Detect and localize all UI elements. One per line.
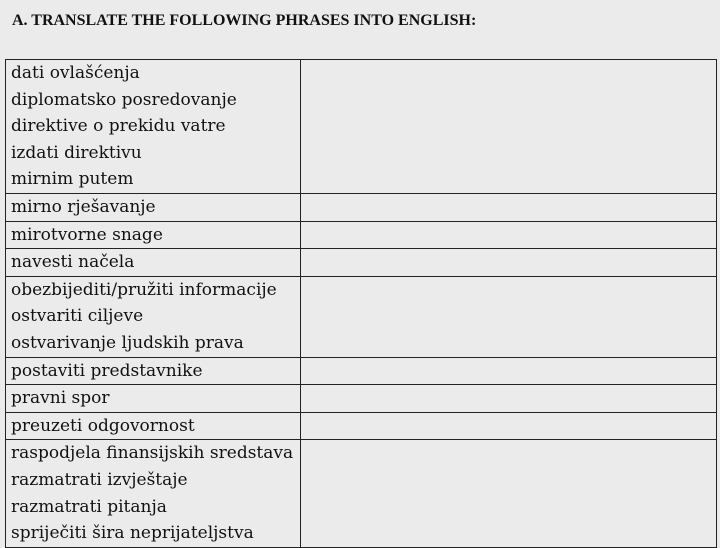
table-row	[6, 249, 717, 277]
table-row	[6, 276, 717, 357]
table-row	[6, 357, 717, 385]
answer-cell[interactable]	[301, 193, 717, 221]
answer-cell[interactable]	[301, 412, 717, 440]
answer-cell[interactable]	[301, 385, 717, 413]
phrase-text: obezbijediti/pružiti informacije	[11, 279, 277, 300]
answer-cell[interactable]	[301, 249, 717, 277]
answer-cell[interactable]	[301, 60, 717, 194]
phrase-text: razmatrati pitanja	[11, 496, 167, 517]
answer-cell[interactable]	[301, 221, 717, 249]
table-row	[6, 385, 717, 413]
phrase-cell	[6, 221, 301, 249]
phrase-cell	[6, 385, 301, 413]
phrase-text: ostvarivanje ljudskih prava	[11, 332, 244, 353]
worksheet-heading: A. TRANSLATE THE FOLLOWING PHRASES INTO ENGLISH:	[12, 12, 477, 29]
phrase-text: preuzeti odgovornost	[11, 415, 195, 436]
phrase-text: mirnim putem	[11, 169, 134, 190]
phrase-text: navesti načela	[11, 252, 135, 273]
table-row	[6, 60, 717, 194]
phrase-cell	[6, 249, 301, 277]
phrase-cell	[6, 276, 301, 357]
phrase-text: mirotvorne snage	[11, 224, 163, 245]
phrase-text: mirno rješavanje	[11, 196, 156, 217]
phrase-cell	[6, 357, 301, 385]
phrase-text: direktive o prekidu vatre	[11, 116, 226, 137]
table-row	[6, 440, 717, 547]
phrase-text: spriječiti šira neprijateljstva	[11, 523, 254, 544]
phrase-text: diplomatsko posredovanje	[11, 89, 237, 110]
phrase-cell	[6, 193, 301, 221]
table-row	[6, 221, 717, 249]
answer-cell[interactable]	[301, 440, 717, 547]
answer-cell[interactable]	[301, 357, 717, 385]
phrase-text: dati ovlašćenja	[11, 63, 140, 83]
phrase-text: postaviti predstavnike	[11, 360, 203, 381]
table-row	[6, 412, 717, 440]
phrase-text: razmatrati izvještaje	[11, 469, 188, 490]
phrase-text: pravni spor	[11, 388, 110, 409]
phrase-cell	[6, 60, 301, 194]
translation-table	[5, 59, 717, 548]
phrase-text: ostvariti ciljeve	[11, 306, 144, 327]
phrase-text: izdati direktivu	[11, 142, 142, 163]
answer-cell[interactable]	[301, 276, 717, 357]
table-row	[6, 193, 717, 221]
phrase-cell	[6, 440, 301, 547]
phrase-cell	[6, 412, 301, 440]
phrase-text: raspodjela finansijskih sredstava	[11, 443, 294, 464]
